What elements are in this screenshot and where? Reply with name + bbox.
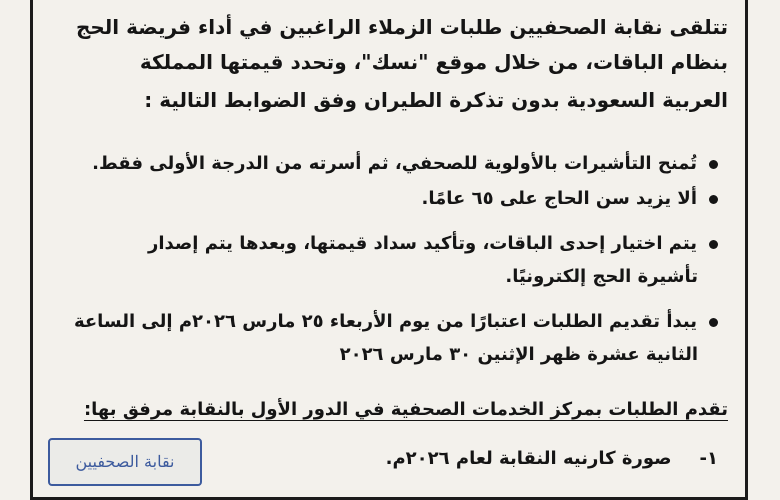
bullet-text: يبدأ تقديم الطلبات اعتبارًا من يوم الأربعاء ٢٥ مارس ٢٠٢٦م إلى الساعة — [73, 311, 697, 332]
bullet-dot-icon — [709, 318, 718, 327]
intro-line-1: تتلقى نقابة الصحفيين طلبات الزملاء الراغبين في أداء فريضة الحج — [75, 15, 728, 39]
bullet-application-dates — [48, 307, 718, 337]
bullet-dot-icon — [709, 195, 718, 204]
bullet-dot-icon — [709, 160, 718, 169]
intro-line-3: العربية السعودية بدون تذكرة الطيران وفق الضوابط التالية : — [144, 88, 728, 112]
bullet-dot-icon — [709, 240, 718, 249]
requirement-text: صورة كارنيه النقابة لعام ٢٠٢٦م. — [385, 448, 672, 469]
bullet-text: ألا يزيد سن الحاج على ٦٥ عامًا. — [421, 188, 697, 209]
requirements-heading: تقدم الطلبات بمركز الخدمات الصحفية في الدور الأول بالنقابة مرفق بها: — [83, 399, 728, 420]
bullet-application-dates-cont: الثانية عشرة ظهر الإثنين ٣٠ مارس ٢٠٢٦ — [339, 344, 698, 365]
bullet-text: يتم اختيار إحدى الباقات، وتأكيد سداد قيمتها، وبعدها يتم إصدار — [147, 233, 697, 254]
bullet-age-limit — [48, 184, 718, 214]
syndicate-stamp: نقابة الصحفيين — [48, 438, 202, 486]
requirement-number: ١- — [699, 448, 718, 469]
bullet-package-selection-cont: تأشيرة الحج إلكترونيًا. — [505, 266, 698, 287]
intro-line-2: بنظام الباقات، من خلال موقع "نسك"، وتحدد قيمتها المملكة — [139, 50, 728, 74]
bullet-visa-priority — [48, 149, 718, 179]
bullet-text: تُمنح التأشيرات بالأولوية للصحفي، ثم أسرته من الدرجة الأولى فقط. — [92, 153, 697, 174]
bullet-package-selection — [48, 229, 718, 259]
